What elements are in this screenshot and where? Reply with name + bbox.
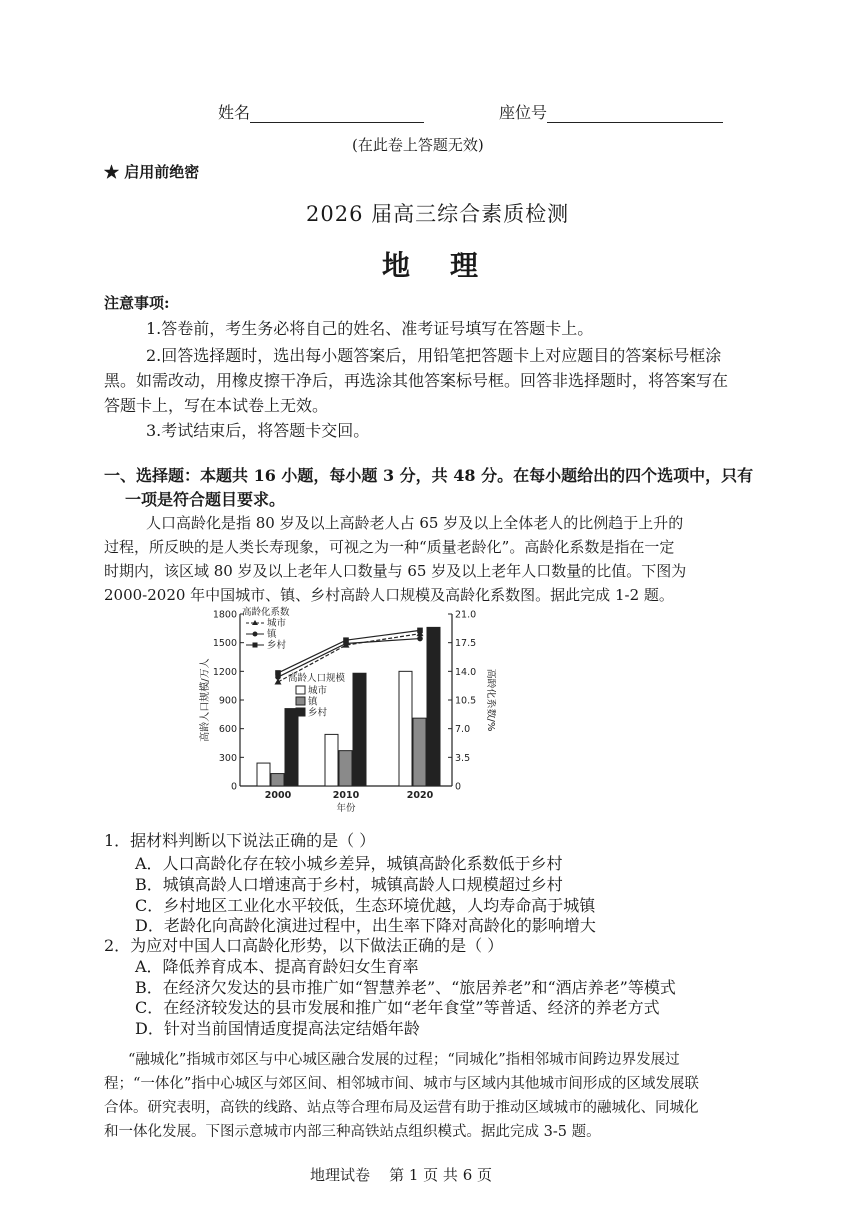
note-item: 答题卡上，写在本试卷上无效。	[104, 396, 329, 415]
exam-title: 2026 届高三综合素质检测	[306, 202, 570, 226]
line-legend-label: 镇	[267, 629, 277, 640]
right-tick-label: 10.5	[455, 695, 477, 707]
legend-marker	[253, 632, 258, 637]
right-tick-label: 14.0	[455, 666, 477, 678]
question-option: B．城镇高龄人口增速高于乡村，城镇高龄人口规模超过乡村	[135, 875, 563, 894]
name-label: 姓名	[218, 103, 251, 122]
question-option: A．人口高龄化存在较小城乡差异，城镇高龄化系数低于乡村	[135, 854, 563, 873]
aging-chart	[196, 600, 496, 820]
x-axis-title: 年份	[336, 803, 356, 814]
bar-乡村	[353, 673, 366, 786]
passage-line: 时期内，该区域 80 岁及以上老年人口数量与 65 岁及以上老年人口数量的比值。下图为	[104, 562, 687, 580]
passage-line: 人口高龄化是指 80 岁及以上高龄老人占 65 岁及以上全体老人的比例趋于上升的	[146, 514, 684, 532]
legend-marker	[253, 643, 258, 648]
question-option: D．老龄化向高龄化演进过程中，出生率下降对高龄化的影响增大	[135, 916, 596, 935]
left-tick-label: 300	[218, 752, 237, 764]
secret-label: 启用前绝密	[124, 163, 200, 181]
legend-bar-swatch	[296, 697, 305, 705]
x-tick-label: 2000	[264, 790, 292, 801]
x-tick-label: 2020	[406, 790, 434, 801]
left-tick-label: 1200	[212, 666, 237, 678]
subject-title: 地理	[382, 249, 519, 282]
question-option: B．在经济欠发达的县市推广如“智慧养老”、“旅居养老”和“酒店养老”等模式	[135, 978, 676, 997]
notes-heading: 注意事项:	[104, 294, 170, 312]
bar-legend-label: 镇	[308, 696, 318, 708]
passage-line: 2000-2020 年中国城市、镇、乡村高龄人口规模及高龄化系数图。据此完成 1-2 题。	[104, 586, 674, 604]
name-field	[218, 100, 424, 123]
question-option: A．降低养育成本、提高育龄妇女生育率	[135, 957, 419, 976]
line-legend-label: 城市	[267, 618, 287, 629]
bar-镇	[413, 718, 426, 786]
line-legend-label: 乡村	[267, 640, 287, 651]
point-镇	[417, 636, 423, 642]
name-blank[interactable]	[250, 106, 424, 123]
passage-line: “融城化”指城市郊区与中心城区融合发展的过程；“同城化”指相邻城市间跨边界发展过	[128, 1052, 680, 1068]
question-stem: 1．据材料判断以下说法正确的是（ ）	[104, 831, 376, 850]
right-tick-label: 21.0	[455, 609, 477, 621]
bar-城市	[257, 763, 270, 786]
passage-line: 程；“一体化”指中心城区与郊区间、相邻城市间、城市与区域内其他城市间形成的区域发展联	[104, 1076, 699, 1092]
seat-field	[499, 100, 723, 123]
star-icon: ★	[104, 163, 120, 181]
question-option: C．乡村地区工业化水平较低，生态环境优越，人均寿命高于城镇	[135, 896, 596, 915]
passage-line: 和一体化发展。下图示意城市内部三种高铁站点组织模式。据此完成 3-5 题。	[104, 1124, 601, 1140]
legend-bar-swatch	[296, 686, 305, 694]
left-axis-title: 高龄人口规模/万人	[200, 658, 211, 742]
passage-line: 过程，所反映的是人类长寿现象，可视之为一种“质量老龄化”。高龄化系数是指在一定	[104, 538, 675, 556]
bar-镇	[339, 751, 352, 786]
bar-城市	[399, 671, 412, 786]
section-heading: 一、选择题：本题共 16 小题，每小题 3 分，共 48 分。在每小题给出的四个选项中，只有	[104, 466, 754, 485]
legend-bar-swatch	[296, 708, 305, 716]
question-stem: 2．为应对中国人口高龄化形势，以下做法正确的是（ ）	[104, 936, 504, 955]
left-tick-label: 1500	[212, 638, 237, 650]
seat-label: 座位号	[499, 103, 548, 122]
left-tick-label: 900	[218, 695, 237, 707]
point-乡村	[343, 637, 349, 643]
secret-mark	[104, 161, 199, 182]
note-item: 1.答卷前，考生务必将自己的姓名、准考证号填写在答题卡上。	[146, 319, 594, 338]
bar-镇	[271, 774, 284, 786]
question-option: C．在经济较发达的县市发展和推广如“老年食堂”等普适、经济的养老方式	[135, 998, 660, 1017]
page-footer: 地理试卷 第 1 页 共 6 页	[310, 1166, 493, 1184]
line-legend-title: 高龄化系数	[242, 607, 290, 618]
note-item: 2.回答选择题时，选出每小题答案后，用铅笔把答题卡上对应题目的答案标号框涂	[146, 346, 722, 365]
note-item: 黑。如需改动，用橡皮擦干净后，再选涂其他答案标号框。回答非选择题时，将答案写在	[104, 371, 729, 390]
section-heading-cont: 一项是符合题目要求。	[125, 490, 286, 509]
answer-invalid-notice: (在此卷上答题无效)	[352, 136, 484, 154]
right-axis-title: 高龄化系数/%	[485, 668, 496, 732]
left-tick-label: 0	[230, 781, 237, 793]
passage-line: 合体。研究表明，高铁的线路、站点等合理布局及运营有助于推动区域城市的融城化、同城化	[104, 1100, 699, 1116]
bar-legend-title: 高龄人口规模	[288, 673, 346, 684]
question-option: D．针对当前国情适度提高法定结婚年龄	[135, 1019, 420, 1038]
x-tick-label: 2010	[332, 790, 360, 801]
bar-legend-label: 乡村	[308, 707, 328, 719]
note-item: 3.考试结束后，将答题卡交回。	[146, 421, 370, 440]
right-tick-label: 7.0	[455, 724, 471, 736]
bar-乡村	[427, 627, 440, 786]
seat-blank[interactable]	[547, 106, 723, 123]
right-tick-label: 0	[455, 781, 462, 793]
point-乡村	[275, 670, 281, 676]
right-tick-label: 3.5	[455, 752, 471, 764]
point-乡村	[417, 628, 423, 634]
bar-legend-label: 城市	[308, 685, 328, 697]
left-tick-label: 600	[218, 724, 237, 736]
bar-乡村	[285, 709, 298, 786]
right-tick-label: 17.5	[455, 638, 477, 650]
left-tick-label: 1800	[212, 609, 237, 621]
bar-城市	[325, 734, 338, 786]
